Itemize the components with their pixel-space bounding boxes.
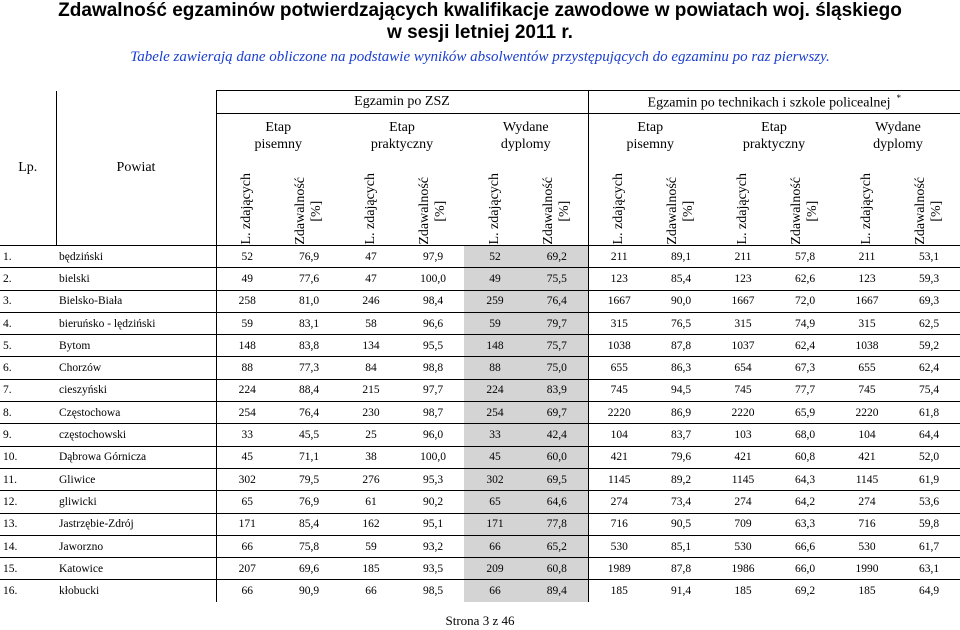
cell-l-zdajacych: 88: [216, 357, 278, 379]
cell-l-zdajacych: 47: [340, 246, 402, 268]
cell-l-zdajacych: 66: [464, 535, 526, 557]
cell-zdawalnosc: 76,4: [526, 290, 588, 312]
cell-zdawalnosc: 75,0: [526, 357, 588, 379]
cell-l-zdajacych: 254: [216, 402, 278, 424]
table-row: [0, 513, 960, 535]
header-l-zdajacych-label: L. zdających: [735, 173, 750, 245]
header-powiat: Powiat: [56, 91, 216, 246]
cell-zdawalnosc: 53,6: [898, 491, 960, 513]
cell-zdawalnosc: 74,9: [774, 312, 836, 334]
table-row: [0, 446, 960, 468]
cell-zdawalnosc: 57,8: [774, 246, 836, 268]
cell-lp: 3.: [0, 290, 56, 312]
cell-zdawalnosc: 75,7: [526, 335, 588, 357]
header-l-zdajacych: [340, 157, 402, 246]
header-tech-praktyczny: Etap praktyczny: [742, 119, 806, 152]
cell-l-zdajacych: 246: [340, 290, 402, 312]
table-row: [0, 312, 960, 334]
cell-powiat: kłobucki: [56, 580, 216, 602]
cell-zdawalnosc: 97,9: [402, 246, 464, 268]
cell-zdawalnosc: 79,6: [650, 446, 712, 468]
cell-zdawalnosc: 72,0: [774, 290, 836, 312]
cell-lp: 5.: [0, 335, 56, 357]
cell-zdawalnosc: 86,3: [650, 357, 712, 379]
cell-zdawalnosc: 73,4: [650, 491, 712, 513]
cell-zdawalnosc: 42,4: [526, 424, 588, 446]
page-footer: Strona 3 z 46: [445, 613, 515, 628]
cell-powiat: Katowice: [56, 558, 216, 580]
cell-zdawalnosc: 93,2: [402, 535, 464, 557]
cell-l-zdajacych: 66: [216, 580, 278, 602]
cell-lp: 10.: [0, 446, 56, 468]
cell-l-zdajacych: 185: [340, 558, 402, 580]
table-row: [0, 580, 960, 602]
cell-zdawalnosc: 90,0: [650, 290, 712, 312]
cell-zdawalnosc: 59,2: [898, 335, 960, 357]
cell-l-zdajacych: 716: [588, 513, 650, 535]
cell-l-zdajacych: 148: [216, 335, 278, 357]
header-zdawalnosc: [774, 157, 836, 246]
cell-zdawalnosc: 77,7: [774, 379, 836, 401]
cell-l-zdajacych: 185: [588, 580, 650, 602]
cell-l-zdajacych: 123: [588, 268, 650, 290]
cell-zdawalnosc: 93,5: [402, 558, 464, 580]
cell-zdawalnosc: 96,0: [402, 424, 464, 446]
cell-lp: 8.: [0, 402, 56, 424]
page-title: [0, 0, 960, 44]
cell-powiat: Jastrzębie-Zdrój: [56, 513, 216, 535]
cell-zdawalnosc: 85,1: [650, 535, 712, 557]
cell-zdawalnosc: 95,5: [402, 335, 464, 357]
cell-l-zdajacych: 103: [712, 424, 774, 446]
cell-l-zdajacych: 716: [836, 513, 898, 535]
cell-zdawalnosc: 94,5: [650, 379, 712, 401]
header-zsz-pisemny: Etap pisemny: [254, 119, 302, 152]
table-row: [0, 468, 960, 490]
table-row: [0, 424, 960, 446]
cell-powiat: Dąbrowa Górnicza: [56, 446, 216, 468]
cell-l-zdajacych: 1667: [836, 290, 898, 312]
cell-l-zdajacych: 745: [712, 379, 774, 401]
cell-zdawalnosc: 89,2: [650, 468, 712, 490]
cell-zdawalnosc: 64,3: [774, 468, 836, 490]
cell-l-zdajacych: 315: [712, 312, 774, 334]
cell-l-zdajacych: 33: [216, 424, 278, 446]
cell-l-zdajacych: 655: [588, 357, 650, 379]
cell-zdawalnosc: 100,0: [402, 268, 464, 290]
header-zdawalnosc-label: Zdawalność [%]: [665, 177, 696, 245]
cell-l-zdajacych: 47: [340, 268, 402, 290]
cell-l-zdajacych: 162: [340, 513, 402, 535]
cell-l-zdajacych: 207: [216, 558, 278, 580]
header-l-zdajacych: [464, 157, 526, 246]
cell-powiat: Bielsko-Biała: [56, 290, 216, 312]
header-tech-pisemny: Etap pisemny: [588, 114, 712, 158]
cell-powiat: częstochowski: [56, 424, 216, 446]
cell-zdawalnosc: 79,7: [526, 312, 588, 334]
cell-l-zdajacych: 25: [340, 424, 402, 446]
cell-zdawalnosc: 64,9: [898, 580, 960, 602]
header-zdawalnosc-label: Zdawalność [%]: [913, 177, 944, 245]
cell-l-zdajacych: 530: [836, 535, 898, 557]
cell-l-zdajacych: 45: [216, 446, 278, 468]
cell-l-zdajacych: 45: [464, 446, 526, 468]
cell-lp: 14.: [0, 535, 56, 557]
cell-l-zdajacych: 171: [464, 513, 526, 535]
cell-zdawalnosc: 87,8: [650, 558, 712, 580]
cell-lp: 4.: [0, 312, 56, 334]
cell-zdawalnosc: 62,4: [898, 357, 960, 379]
footnote-mark: *: [896, 92, 901, 103]
cell-zdawalnosc: 69,3: [898, 290, 960, 312]
cell-zdawalnosc: 95,1: [402, 513, 464, 535]
cell-l-zdajacych: 274: [712, 491, 774, 513]
cell-zdawalnosc: 59,8: [898, 513, 960, 535]
cell-zdawalnosc: 83,1: [278, 312, 340, 334]
cell-powiat: Chorzów: [56, 357, 216, 379]
header-l-zdajacych-label: L. zdających: [239, 173, 255, 245]
cell-l-zdajacych: 709: [712, 513, 774, 535]
table-row: [0, 246, 960, 268]
cell-zdawalnosc: 77,8: [526, 513, 588, 535]
cell-l-zdajacych: 1986: [712, 558, 774, 580]
cell-l-zdajacych: 66: [464, 580, 526, 602]
cell-l-zdajacych: 66: [340, 580, 402, 602]
title-line-2: w sesji letniej 2011 r.: [387, 22, 573, 43]
cell-zdawalnosc: 53,1: [898, 246, 960, 268]
cell-l-zdajacych: 1667: [712, 290, 774, 312]
cell-l-zdajacych: 302: [216, 468, 278, 490]
cell-zdawalnosc: 76,9: [278, 246, 340, 268]
cell-powiat: Bytom: [56, 335, 216, 357]
cell-l-zdajacych: 134: [340, 335, 402, 357]
cell-zdawalnosc: 90,5: [650, 513, 712, 535]
cell-powiat: gliwicki: [56, 491, 216, 513]
table-row: [0, 379, 960, 401]
cell-zdawalnosc: 98,8: [402, 357, 464, 379]
cell-l-zdajacych: 123: [836, 268, 898, 290]
cell-zdawalnosc: 79,5: [278, 468, 340, 490]
header-zsz-dyplomy: Wydane dyplomy: [500, 119, 551, 152]
cell-l-zdajacych: 88: [464, 357, 526, 379]
cell-zdawalnosc: 75,4: [898, 379, 960, 401]
cell-lp: 12.: [0, 491, 56, 513]
cell-zdawalnosc: 62,4: [774, 335, 836, 357]
cell-zdawalnosc: 85,4: [278, 513, 340, 535]
header-zdawalnosc: [898, 157, 960, 246]
cell-l-zdajacych: 104: [836, 424, 898, 446]
cell-lp: 16.: [0, 580, 56, 602]
cell-zdawalnosc: 76,9: [278, 491, 340, 513]
cell-powiat: Gliwice: [56, 468, 216, 490]
cell-lp: 13.: [0, 513, 56, 535]
cell-zdawalnosc: 61,9: [898, 468, 960, 490]
cell-zdawalnosc: 87,8: [650, 335, 712, 357]
header-zdawalnosc-label: Zdawalność [%]: [417, 177, 448, 245]
header-zdawalnosc: [650, 157, 712, 246]
table-row: [0, 535, 960, 557]
cell-zdawalnosc: 60,0: [526, 446, 588, 468]
table-row: [0, 335, 960, 357]
cell-zdawalnosc: 59,3: [898, 268, 960, 290]
cell-l-zdajacych: 274: [836, 491, 898, 513]
cell-l-zdajacych: 58: [340, 312, 402, 334]
cell-zdawalnosc: 69,2: [774, 580, 836, 602]
cell-l-zdajacych: 1145: [588, 468, 650, 490]
header-zsz-praktyczny: Etap praktyczny: [370, 119, 434, 152]
header-zdawalnosc: [526, 157, 588, 246]
cell-zdawalnosc: 69,7: [526, 402, 588, 424]
table-row: [0, 558, 960, 580]
cell-l-zdajacych: 2220: [836, 402, 898, 424]
cell-zdawalnosc: 89,1: [650, 246, 712, 268]
cell-zdawalnosc: 64,4: [898, 424, 960, 446]
header-l-zdajacych-label: L. zdających: [859, 173, 874, 245]
cell-l-zdajacych: 654: [712, 357, 774, 379]
cell-l-zdajacych: 215: [340, 379, 402, 401]
cell-l-zdajacych: 209: [464, 558, 526, 580]
cell-zdawalnosc: 83,8: [278, 335, 340, 357]
cell-zdawalnosc: 88,4: [278, 379, 340, 401]
cell-zdawalnosc: 77,6: [278, 268, 340, 290]
cell-zdawalnosc: 64,2: [774, 491, 836, 513]
cell-zdawalnosc: 85,4: [650, 268, 712, 290]
cell-lp: 6.: [0, 357, 56, 379]
table-row: [0, 268, 960, 290]
subtitle: Tabele zawierają dane obliczone na podstawie wyników absolwentów przystępujących do egzaminu po raz pierwszy.: [130, 49, 830, 65]
cell-l-zdajacych: 421: [836, 446, 898, 468]
cell-l-zdajacych: 224: [216, 379, 278, 401]
cell-zdawalnosc: 83,7: [650, 424, 712, 446]
cell-l-zdajacych: 2220: [712, 402, 774, 424]
cell-l-zdajacych: 1990: [836, 558, 898, 580]
cell-l-zdajacych: 258: [216, 290, 278, 312]
cell-l-zdajacych: 1038: [836, 335, 898, 357]
cell-l-zdajacych: 52: [216, 246, 278, 268]
cell-lp: 15.: [0, 558, 56, 580]
cell-zdawalnosc: 65,2: [526, 535, 588, 557]
cell-l-zdajacych: 745: [836, 379, 898, 401]
cell-zdawalnosc: 60,8: [774, 446, 836, 468]
cell-zdawalnosc: 66,6: [774, 535, 836, 557]
cell-zdawalnosc: 62,5: [898, 312, 960, 334]
cell-powiat: Częstochowa: [56, 402, 216, 424]
cell-zdawalnosc: 96,6: [402, 312, 464, 334]
cell-zdawalnosc: 76,5: [650, 312, 712, 334]
cell-zdawalnosc: 81,0: [278, 290, 340, 312]
header-zdawalnosc-label: Zdawalność [%]: [540, 177, 572, 245]
header-tech: [588, 91, 960, 114]
cell-powiat: Jaworzno: [56, 535, 216, 557]
cell-zdawalnosc: 89,4: [526, 580, 588, 602]
cell-l-zdajacych: 230: [340, 402, 402, 424]
header-l-zdajacych: [836, 157, 898, 246]
cell-l-zdajacych: 52: [464, 246, 526, 268]
cell-zdawalnosc: 68,0: [774, 424, 836, 446]
header-l-zdajacych: [712, 157, 774, 246]
header-tech-dyplomy: Wydane dyplomy: [873, 119, 923, 152]
cell-l-zdajacych: 38: [340, 446, 402, 468]
header-tech-label: Egzamin po technikach i szkole policealnej: [647, 95, 891, 111]
cell-zdawalnosc: 86,9: [650, 402, 712, 424]
cell-l-zdajacych: 276: [340, 468, 402, 490]
cell-l-zdajacych: 49: [464, 268, 526, 290]
cell-l-zdajacych: 148: [464, 335, 526, 357]
cell-l-zdajacych: 1037: [712, 335, 774, 357]
table-row: [0, 290, 960, 312]
cell-zdawalnosc: 67,3: [774, 357, 836, 379]
cell-lp: 2.: [0, 268, 56, 290]
cell-l-zdajacych: 59: [340, 535, 402, 557]
cell-lp: 11.: [0, 468, 56, 490]
cell-zdawalnosc: 61,8: [898, 402, 960, 424]
cell-lp: 7.: [0, 379, 56, 401]
cell-l-zdajacych: 66: [216, 535, 278, 557]
header-l-zdajacych-label: L. zdających: [611, 173, 627, 245]
cell-lp: 9.: [0, 424, 56, 446]
cell-zdawalnosc: 66,0: [774, 558, 836, 580]
cell-powiat: bielski: [56, 268, 216, 290]
cell-l-zdajacych: 59: [216, 312, 278, 334]
cell-l-zdajacych: 211: [588, 246, 650, 268]
cell-l-zdajacych: 123: [712, 268, 774, 290]
table-row: [0, 491, 960, 513]
header-l-zdajacych: [216, 157, 278, 246]
header-l-zdajacych-label: L. zdających: [363, 173, 378, 245]
header-zsz: Egzamin po ZSZ: [216, 91, 588, 114]
cell-l-zdajacych: 224: [464, 379, 526, 401]
cell-zdawalnosc: 98,7: [402, 402, 464, 424]
cell-l-zdajacych: 1145: [712, 468, 774, 490]
cell-zdawalnosc: 90,2: [402, 491, 464, 513]
header-l-zdajacych-label: L. zdających: [487, 173, 502, 245]
cell-l-zdajacych: 655: [836, 357, 898, 379]
header-zdawalnosc-label: Zdawalność [%]: [293, 177, 324, 245]
cell-l-zdajacych: 421: [712, 446, 774, 468]
cell-zdawalnosc: 61,7: [898, 535, 960, 557]
table-row: [0, 357, 960, 379]
cell-l-zdajacych: 259: [464, 290, 526, 312]
cell-powiat: cieszyński: [56, 379, 216, 401]
cell-zdawalnosc: 98,4: [402, 290, 464, 312]
cell-l-zdajacych: 49: [216, 268, 278, 290]
cell-zdawalnosc: 75,5: [526, 268, 588, 290]
cell-l-zdajacych: 61: [340, 491, 402, 513]
cell-zdawalnosc: 76,4: [278, 402, 340, 424]
cell-l-zdajacych: 315: [836, 312, 898, 334]
cell-l-zdajacych: 274: [588, 491, 650, 513]
cell-powiat: bieruńsko - lędziński: [56, 312, 216, 334]
cell-l-zdajacych: 59: [464, 312, 526, 334]
cell-l-zdajacych: 84: [340, 357, 402, 379]
cell-l-zdajacych: 211: [712, 246, 774, 268]
cell-l-zdajacych: 185: [712, 580, 774, 602]
cell-l-zdajacych: 185: [836, 580, 898, 602]
cell-l-zdajacych: 745: [588, 379, 650, 401]
header-l-zdajacych: [588, 157, 650, 246]
cell-zdawalnosc: 60,8: [526, 558, 588, 580]
header-lp: Lp.: [0, 91, 56, 246]
cell-l-zdajacych: 2220: [588, 402, 650, 424]
header-zdawalnosc: [402, 157, 464, 246]
header-zdawalnosc: [278, 157, 340, 246]
cell-l-zdajacych: 315: [588, 312, 650, 334]
cell-zdawalnosc: 97,7: [402, 379, 464, 401]
cell-l-zdajacych: 1145: [836, 468, 898, 490]
cell-zdawalnosc: 69,2: [526, 246, 588, 268]
table-row: [0, 402, 960, 424]
cell-zdawalnosc: 95,3: [402, 468, 464, 490]
cell-zdawalnosc: 45,5: [278, 424, 340, 446]
cell-zdawalnosc: 75,8: [278, 535, 340, 557]
cell-zdawalnosc: 69,6: [278, 558, 340, 580]
cell-l-zdajacych: 530: [588, 535, 650, 557]
cell-zdawalnosc: 52,0: [898, 446, 960, 468]
cell-zdawalnosc: 65,9: [774, 402, 836, 424]
cell-lp: 1.: [0, 246, 56, 268]
cell-l-zdajacych: 211: [836, 246, 898, 268]
cell-zdawalnosc: 71,1: [278, 446, 340, 468]
cell-l-zdajacych: 1667: [588, 290, 650, 312]
cell-zdawalnosc: 90,9: [278, 580, 340, 602]
cell-zdawalnosc: 63,3: [774, 513, 836, 535]
cell-l-zdajacych: 1038: [588, 335, 650, 357]
cell-zdawalnosc: 64,6: [526, 491, 588, 513]
cell-l-zdajacych: 65: [216, 491, 278, 513]
results-table: [0, 90, 960, 602]
cell-l-zdajacych: 104: [588, 424, 650, 446]
cell-zdawalnosc: 62,6: [774, 268, 836, 290]
cell-l-zdajacych: 1989: [588, 558, 650, 580]
cell-zdawalnosc: 91,4: [650, 580, 712, 602]
cell-l-zdajacych: 254: [464, 402, 526, 424]
cell-powiat: będziński: [56, 246, 216, 268]
cell-zdawalnosc: 63,1: [898, 558, 960, 580]
title-line-1: Zdawalność egzaminów potwierdzających kwalifikacje zawodowe w powiatach woj. śląskiego: [58, 0, 902, 21]
cell-zdawalnosc: 69,5: [526, 468, 588, 490]
cell-l-zdajacych: 302: [464, 468, 526, 490]
cell-l-zdajacych: 421: [588, 446, 650, 468]
header-zdawalnosc-label: Zdawalność [%]: [789, 177, 820, 245]
cell-l-zdajacych: 171: [216, 513, 278, 535]
cell-l-zdajacych: 65: [464, 491, 526, 513]
cell-l-zdajacych: 530: [712, 535, 774, 557]
cell-l-zdajacych: 33: [464, 424, 526, 446]
cell-zdawalnosc: 98,5: [402, 580, 464, 602]
cell-zdawalnosc: 100,0: [402, 446, 464, 468]
cell-zdawalnosc: 83,9: [526, 379, 588, 401]
cell-zdawalnosc: 77,3: [278, 357, 340, 379]
